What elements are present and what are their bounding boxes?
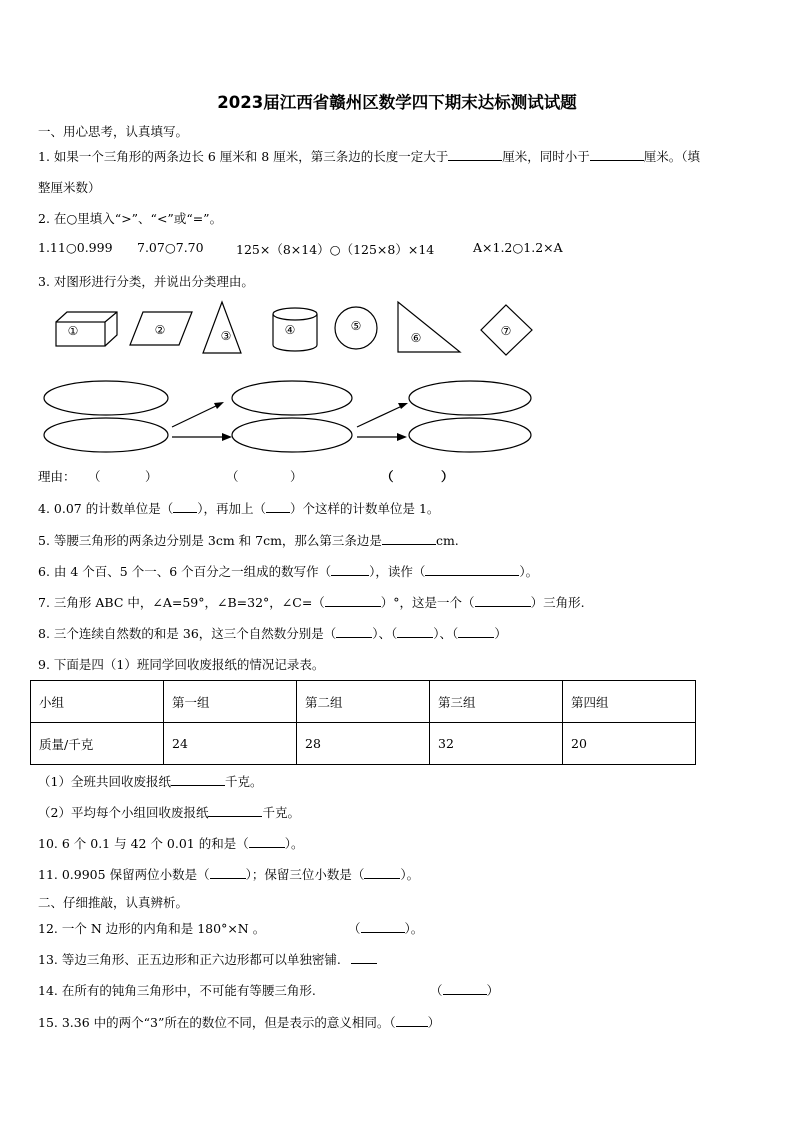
- question-2: 2. 在○里填入“>”、“<”或“=”。: [38, 211, 223, 226]
- question-8-text-d: ）: [494, 626, 507, 641]
- category-ellipse-2: [44, 418, 168, 452]
- question-5-text-b: cm.: [435, 533, 459, 548]
- reason-paren-close-2: ）: [290, 469, 303, 484]
- question-6-text-b: ），读作（: [369, 564, 426, 579]
- question-9-sub-2-text-a: （2）平均每个小组回收废报纸: [38, 805, 209, 820]
- arrowhead: [397, 433, 407, 441]
- question-11-text-c: ）。: [400, 867, 420, 882]
- question-9-sub-2-text-b: 千克。: [262, 805, 300, 820]
- answer-blank[interactable]: [425, 564, 519, 576]
- shape-label-2: ②: [154, 323, 166, 337]
- table-cell: 24: [164, 723, 297, 765]
- question-10: [38, 834, 304, 852]
- table-cell: 第三组: [430, 681, 563, 723]
- table-cell: 第一组: [164, 681, 297, 723]
- shape-label-4: ④: [284, 323, 296, 337]
- answer-blank[interactable]: [364, 867, 400, 879]
- paren-open: （: [430, 983, 443, 998]
- answer-blank[interactable]: [336, 626, 372, 638]
- question-9-sub-2: [38, 803, 300, 821]
- table-cell: 第二组: [297, 681, 430, 723]
- table-cell: 20: [563, 723, 696, 765]
- answer-blank[interactable]: [382, 533, 436, 545]
- question-14-text: 14. 在所有的钝角三角形中，不可能有等腰三角形.: [38, 983, 316, 998]
- question-12-answer: [348, 919, 423, 937]
- shape-label-1: ①: [67, 324, 79, 338]
- cuboid-shape: [56, 312, 117, 346]
- question-9-sub-1-text-a: （1）全班共回收废报纸: [38, 774, 171, 789]
- arrowhead: [398, 403, 408, 409]
- answer-blank[interactable]: [351, 952, 377, 964]
- arrowhead: [214, 402, 224, 409]
- paren-open: （: [348, 921, 361, 936]
- answer-blank[interactable]: [210, 867, 246, 879]
- table-cell: 28: [297, 723, 430, 765]
- question-8-text-a: 8. 三个连续自然数的和是 36，这三个自然数分别是（: [38, 626, 337, 641]
- question-4: [38, 499, 439, 517]
- right-triangle-shape: [398, 302, 460, 352]
- question-9-sub-1-text-b: 千克。: [224, 774, 263, 789]
- question-13-text-a: 13. 等边三角形、正五边形和正六边形都可以单独密铺.: [38, 952, 341, 967]
- reason-paren-open-3: （: [381, 469, 394, 484]
- reason-paren-close-3: ）: [441, 469, 454, 484]
- arrowhead: [222, 433, 232, 441]
- question-11: [38, 865, 419, 883]
- question-6: [38, 562, 538, 580]
- question-1-text-a: 1. 如果一个三角形的两条边长 6 厘米和 8 厘米，第三条边的长度一定大于: [38, 149, 449, 164]
- compare-item-3: 125×（8×14）○（125×8）×14: [236, 242, 435, 257]
- answer-blank[interactable]: [173, 501, 197, 513]
- answer-blank[interactable]: [361, 921, 405, 933]
- question-10-text-a: 10. 6 个 0.1 与 42 个 0.01 的和是（: [38, 836, 249, 851]
- arrow-line: [357, 406, 402, 427]
- question-12-text: 12. 一个 N 边形的内角和是 180°×N 。: [38, 921, 266, 936]
- answer-blank[interactable]: [331, 564, 369, 576]
- question-8-text-c: ）、（: [433, 626, 459, 641]
- question-11-text-b: ）；保留三位小数是（: [245, 867, 365, 882]
- answer-blank[interactable]: [266, 501, 290, 513]
- triangle-shape: [203, 302, 241, 353]
- question-6-text-a: 6. 由 4 个百、5 个一、6 个百分之一组成的数写作（: [38, 564, 332, 579]
- question-7-text-b: ）°，这是一个（: [380, 595, 475, 610]
- section-heading-1: 一、用心思考，认真填写。: [38, 124, 189, 139]
- question-6-text-c: ）。: [519, 564, 539, 579]
- table-cell: 32: [430, 723, 563, 765]
- question-1-text-c: 厘米。（填: [643, 149, 700, 164]
- arrow-line: [172, 405, 218, 427]
- question-9-sub-1: [38, 772, 262, 790]
- question-10-text-b: ）。: [284, 836, 304, 851]
- shape-label-7: ⑦: [500, 324, 512, 338]
- question-5: [38, 531, 459, 549]
- page-title: 2023届江西省赣州区数学四下期末达标测试试题: [217, 93, 577, 112]
- table-cell: 第四组: [563, 681, 696, 723]
- question-4-text-a: 4. 0.07 的计数单位是（: [38, 501, 174, 516]
- question-7-text-a: 7. 三角形 ABC 中，∠A=59°，∠B=32°，∠C=（: [38, 595, 325, 610]
- answer-blank[interactable]: [458, 626, 494, 638]
- answer-blank[interactable]: [208, 805, 262, 817]
- answer-blank[interactable]: [171, 774, 225, 786]
- question-8: [38, 624, 507, 642]
- question-4-text-b: ），再加上（: [197, 501, 266, 516]
- reason-paren-close-1: ）: [145, 469, 158, 484]
- question-13: [38, 950, 377, 968]
- question-1-text-b: 厘米，同时小于: [502, 149, 590, 164]
- answer-blank[interactable]: [249, 836, 285, 848]
- question-5-text-a: 5. 等腰三角形的两条边分别是 3cm 和 7cm，那么第三条边是: [38, 533, 382, 548]
- shape-label-5: ⑤: [350, 319, 362, 333]
- paren-close: ）: [486, 983, 500, 998]
- question-14-answer: [430, 981, 499, 999]
- paren-close: ）。: [404, 921, 424, 936]
- category-ellipse-6: [409, 418, 531, 452]
- question-3: 3. 对图形进行分类，并说出分类理由。: [38, 274, 254, 289]
- table-cell: 质量/千克: [31, 723, 164, 765]
- reason-paren-open-2: （: [226, 469, 239, 484]
- question-8-text-b: ）、（: [372, 626, 398, 641]
- table-cell: 小组: [31, 681, 164, 723]
- answer-blank[interactable]: [396, 1015, 428, 1027]
- answer-blank[interactable]: [475, 595, 531, 607]
- reason-paren-open-1: （: [88, 469, 101, 484]
- question-9: 9. 下面是四（1）班同学回收废报纸的情况记录表。: [38, 657, 325, 672]
- category-ellipse-4: [232, 418, 352, 452]
- answer-blank[interactable]: [443, 983, 487, 995]
- question-7-text-c: ）三角形.: [530, 595, 585, 610]
- reason-label: 理由：: [38, 469, 76, 484]
- question-15: [38, 1013, 440, 1031]
- category-ellipse-3: [232, 381, 352, 415]
- question-11-text-a: 11. 0.9905 保留两位小数是（: [38, 867, 210, 882]
- answer-blank[interactable]: [325, 595, 381, 607]
- compare-item-4: A×1.2○1.2×A: [473, 240, 563, 255]
- shape-label-6: ⑥: [410, 331, 422, 345]
- compare-item-2: 7.07○7.70: [137, 240, 204, 255]
- question-4-text-c: ）个这样的计数单位是 1。: [289, 501, 440, 516]
- category-ellipse-5: [409, 381, 531, 415]
- table-header-row: [31, 681, 696, 723]
- shape-label-3: ③: [220, 329, 232, 343]
- category-ellipse-1: [44, 381, 168, 415]
- answer-blank[interactable]: [397, 626, 433, 638]
- question-15-text-a: 15. 3.36 中的两个“3”所在的数位不同，但是表示的意义相同。（: [38, 1015, 396, 1030]
- question-7: [38, 593, 585, 611]
- question-15-text-b: ）: [427, 1015, 441, 1030]
- section-heading-2: 二、仔细推敲，认真辨析。: [38, 895, 189, 910]
- record-table: [30, 680, 696, 765]
- question-1-continued: 整厘米数）: [38, 180, 101, 195]
- table-row: [31, 723, 696, 765]
- compare-item-1: 1.11○0.999: [38, 240, 113, 255]
